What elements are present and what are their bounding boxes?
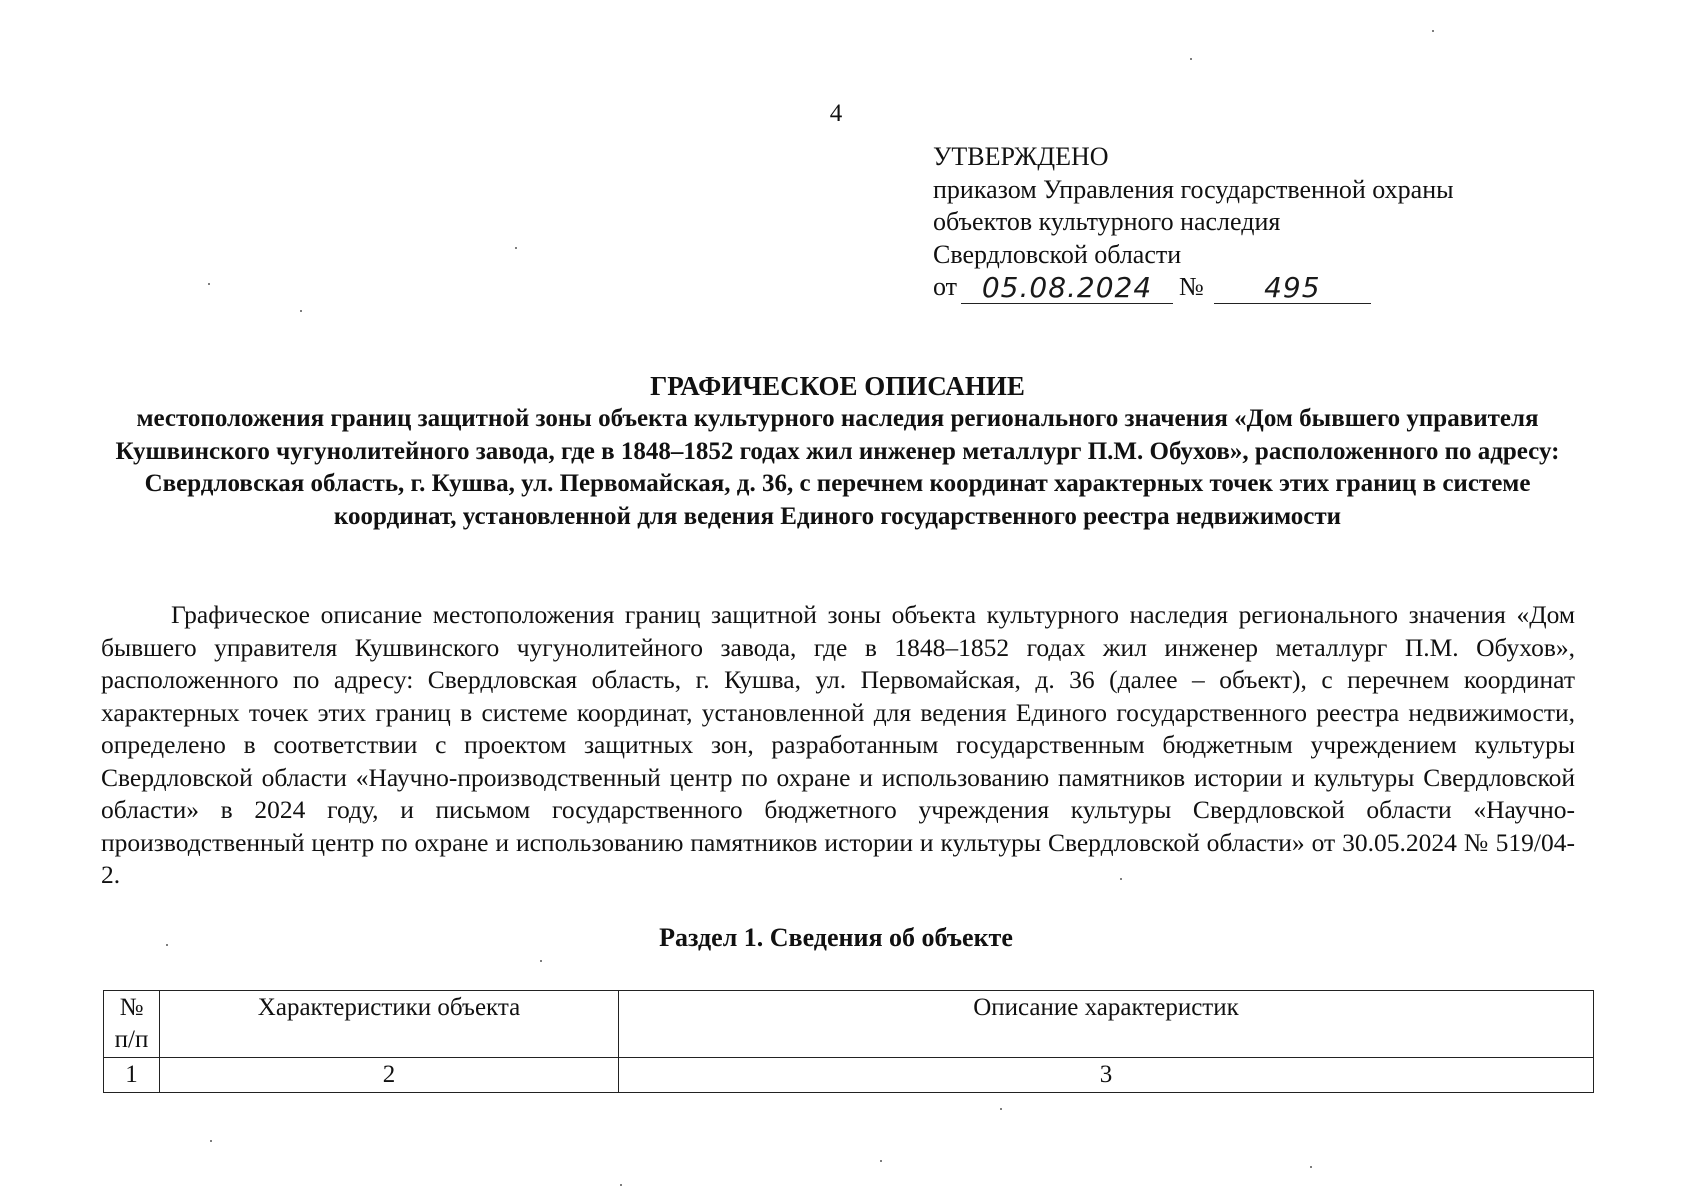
approval-heading: УТВЕРЖДЕНО xyxy=(933,142,1109,171)
approval-line-1: приказом Управления государственной охраны xyxy=(933,174,1454,204)
scan-speck xyxy=(515,247,517,249)
document-subtitle: местоположения границ защитной зоны объекта культурного наследия регионального значения «Дом бывшего управителя Кушвинского чугунолитейного завода, где в 1848–1852 годах жил инженер металлург П.М. Обухов», расположенного по адресу: Свердловская область, г. Кушва, ул. Первомайская, д. 36, с перечнем координат характерных точек этих границ в системе координат, установленной для ведения Единого государственного реестра недвижимости xyxy=(115,405,1560,530)
number-prefix: № xyxy=(1179,272,1204,301)
scan-speck xyxy=(208,283,210,285)
table-cell: 2 xyxy=(160,1058,619,1093)
scan-speck xyxy=(880,1160,882,1162)
table-header-row xyxy=(104,991,1594,1058)
object-info-table xyxy=(103,990,1594,1093)
scan-speck xyxy=(166,944,168,946)
scan-speck xyxy=(300,310,302,312)
approval-line-3: Свердловской области xyxy=(933,239,1182,269)
scan-speck xyxy=(1000,1108,1002,1110)
table-header-cell: Характеристики объекта xyxy=(160,991,619,1058)
section-heading: Раздел 1. Сведения об объекте xyxy=(659,923,1013,952)
scan-speck xyxy=(1310,1166,1312,1168)
scan-speck xyxy=(1190,58,1192,60)
handwritten-date: 05.08.2024 xyxy=(961,273,1173,304)
handwritten-number: 495 xyxy=(1214,273,1371,304)
table-row xyxy=(104,1058,1594,1093)
scan-speck xyxy=(1120,878,1122,880)
body-paragraph: Графическое описание местоположения границ защитной зоны объекта культурного наследия регионального значения «Дом бывшего управителя Кушвинского чугунолитейного завода, где в 1848–1852 годах жил инженер металлург П.М. Обухов», расположенного по адресу: Свердловская область, г. Кушва, ул. Первомайская, д. 36 (далее – объект), с перечнем координат характерных точек этих границ в системе координат, установленной для ведения Единого государственного реестра недвижимости, определено в соответствии с проектом защитных зон, разработанным государственным бюджетным учреждением культуры Свердловской области «Научно-производственный центр по охране и использованию памятников истории и культуры Свердловской области» в 2024 году, и письмом государственного бюджетного учреждения культуры Свердловской области «Научно-производственный центр по охране и использованию памятников истории и культуры Свердловской области» от 30.05.2024 № 519/04-2. xyxy=(101,600,1575,889)
approval-date-line xyxy=(933,271,1454,304)
approval-block xyxy=(933,141,1454,304)
document-title: ГРАФИЧЕСКОЕ ОПИСАНИЕ xyxy=(650,371,1025,401)
scan-speck xyxy=(540,960,542,962)
page-number: 4 xyxy=(829,100,843,127)
table-cell: 3 xyxy=(619,1058,1594,1093)
table-cell: 1 xyxy=(104,1058,160,1093)
approval-line-2: объектов культурного наследия xyxy=(933,207,1281,236)
scan-speck xyxy=(210,1140,212,1142)
table-header-cell: Описание характеристик xyxy=(619,991,1594,1058)
scan-speck xyxy=(620,1184,622,1186)
table-header-cell: № п/п xyxy=(104,991,160,1058)
date-prefix: от xyxy=(933,272,958,301)
title-block xyxy=(100,369,1575,533)
scan-speck xyxy=(1432,30,1434,32)
